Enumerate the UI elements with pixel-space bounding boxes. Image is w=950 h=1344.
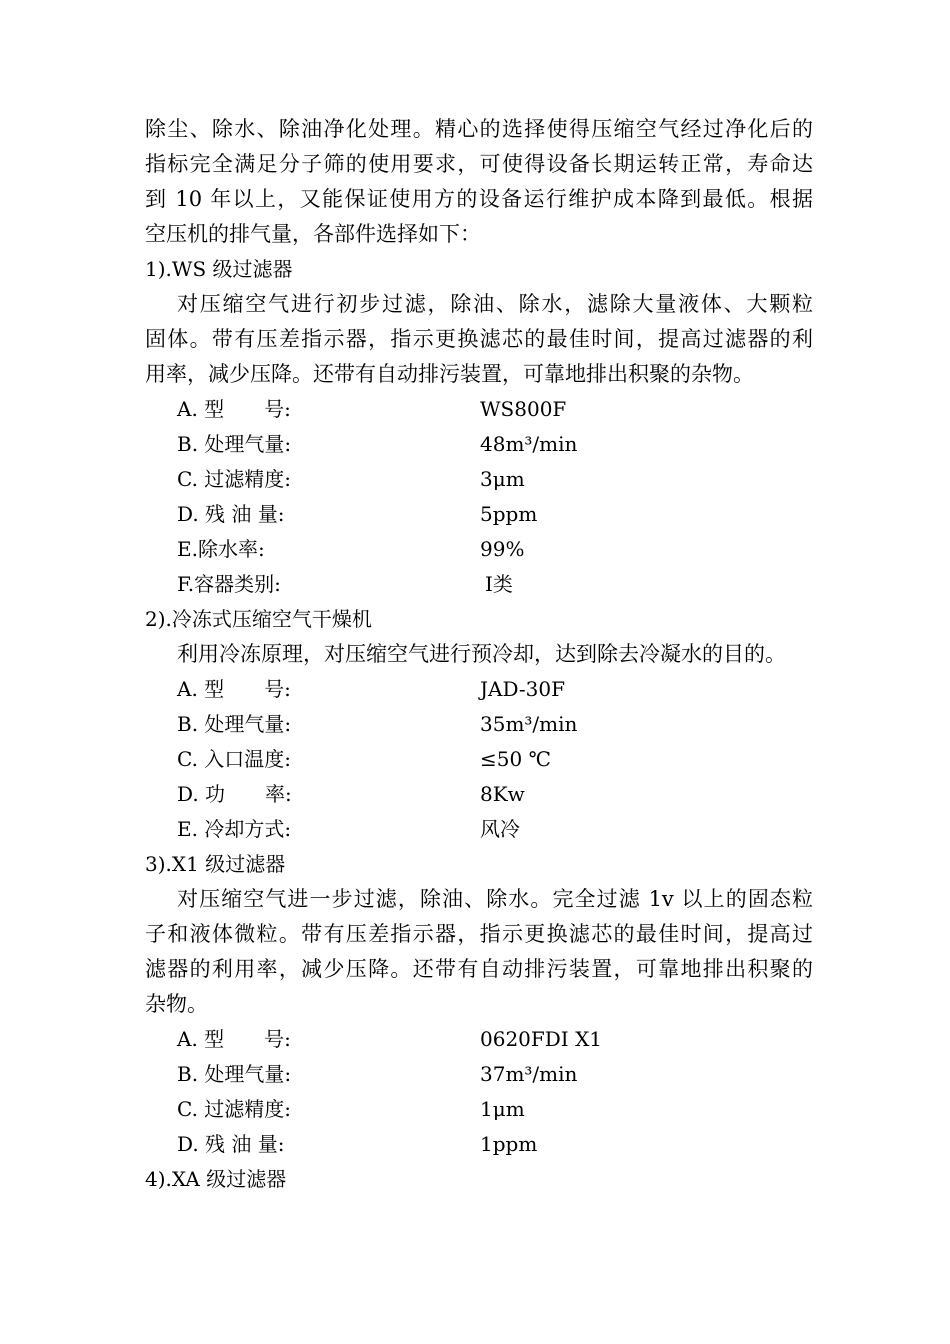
spec-label: A. 型 号: [177,677,291,701]
spec-row [145,497,813,532]
spec-value: 0620FDI X1 [480,1027,603,1051]
spec-value: 风冷 [480,817,520,841]
spec-value: 5ppm [480,502,538,526]
spec-value: 48m³/min [480,432,578,456]
paragraph-line: 固体。带有压差指示器，指示更换滤芯的最佳时间，提高过滤器的利 [145,327,813,351]
spec-row [145,1057,813,1092]
spec-label: C. 入口温度: [177,747,292,771]
paragraph-line: 利用冷冻原理，对压缩空气进行预冷却，达到除去冷凝水的目的。 [177,642,786,666]
spec-value: Ⅰ类 [485,572,513,596]
spec-label: A. 型 号: [177,397,291,421]
spec-row [145,427,813,462]
spec-value: WS800F [480,397,567,421]
paragraph-line: 杂物。 [145,992,208,1016]
paragraph-line: 指标完全满足分子筛的使用要求，可使得设备长期运转正常，寿命达 [145,152,813,176]
spec-label: B. 处理气量: [177,432,292,456]
paragraph-line: 到 10 年以上，又能保证使用方的设备运行维护成本降到最低。根据 [145,187,813,211]
section-heading-x1-filter: 3).X1 级过滤器 [145,852,286,876]
spec-row [145,1092,813,1127]
spec-value: JAD-30F [480,677,565,701]
spec-label: F.容器类别: [177,572,281,596]
spec-value: ≤50 ℃ [480,747,551,771]
section-heading-refrigerated-dryer: 2).冷冻式压缩空气干燥机 [145,607,372,631]
spec-label: B. 处理气量: [177,712,292,736]
paragraph-line: 空压机的排气量，各部件选择如下： [145,222,481,246]
spec-row [145,707,813,742]
paragraph-line: 滤器的利用率，减少压降。还带有自动排污装置，可靠地排出积聚的 [145,957,813,981]
spec-value: 3μm [480,467,525,491]
spec-label: C. 过滤精度: [177,1097,292,1121]
spec-value: 37m³/min [480,1062,578,1086]
spec-row [145,567,813,602]
section-heading-ws-filter: 1).WS 级过滤器 [145,257,293,281]
spec-row [145,462,813,497]
spec-label: D. 功 率: [177,782,292,806]
spec-value: 1μm [480,1097,525,1121]
spec-row [145,672,813,707]
spec-value: 99% [480,537,525,561]
spec-row [145,777,813,812]
spec-label: E.除水率: [177,537,265,561]
spec-label: D. 残 油 量: [177,502,285,526]
spec-label: B. 处理气量: [177,1062,292,1086]
spec-label: D. 残 油 量: [177,1132,285,1156]
paragraph-line: 子和液体微粒。带有压差指示器，指示更换滤芯的最佳时间，提高过 [145,922,813,946]
spec-label: C. 过滤精度: [177,467,292,491]
spec-label: A. 型 号: [177,1027,291,1051]
paragraph-line: 用率，减少压降。还带有自动排污装置，可靠地排出积聚的杂物。 [145,362,754,386]
paragraph-line: 除尘、除水、除油净化处理。精心的选择使得压缩空气经过净化后的 [145,117,813,141]
body-text [145,112,813,1197]
spec-label: E. 冷却方式: [177,817,292,841]
spec-row [145,742,813,777]
paragraph-line: 对压缩空气进行初步过滤，除油、除水，滤除大量液体、大颗粒 [177,292,813,316]
spec-value: 8Kw [480,782,525,806]
spec-value: 1ppm [480,1132,538,1156]
spec-row [145,392,813,427]
spec-value: 35m³/min [480,712,578,736]
paragraph-line: 对压缩空气进一步过滤，除油、除水。完全过滤 1v 以上的固态粒 [177,887,813,911]
section-heading-xa-filter: 4).XA 级过滤器 [145,1167,287,1191]
spec-row [145,812,813,847]
spec-row [145,1127,813,1162]
spec-row [145,1022,813,1057]
spec-row [145,532,813,567]
